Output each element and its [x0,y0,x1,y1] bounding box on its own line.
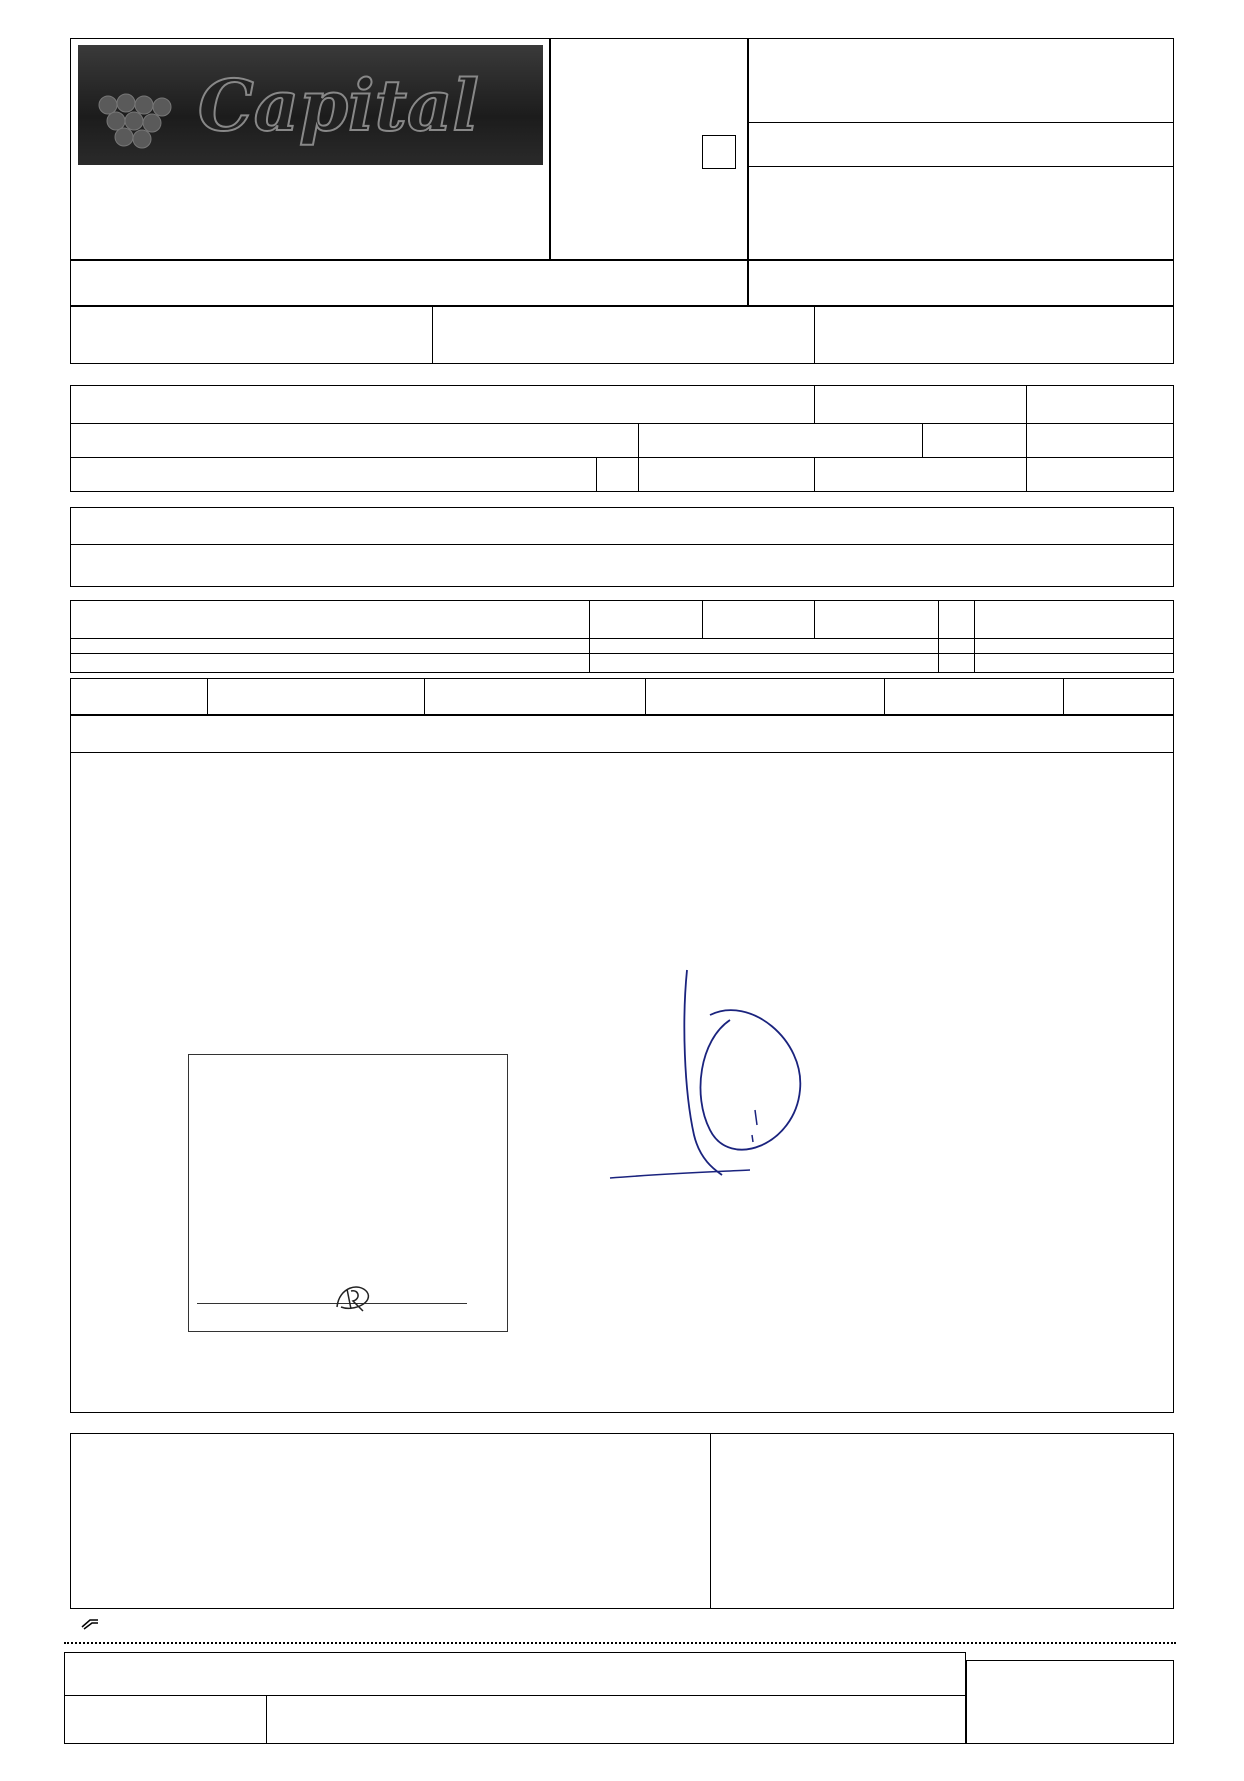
inscricao-box [70,306,1174,364]
imposto-box [70,507,1174,587]
receipt-box [64,1652,966,1744]
initials-mark-icon [329,1277,379,1317]
danfe-tipo [702,135,736,169]
transp-box2 [70,678,1174,715]
protocolo-box [748,260,1174,306]
info-box [70,1433,1174,1609]
natureza-box [70,260,748,306]
pooltech-logo-icon [80,1617,100,1631]
svg-text:Capital: Capital [198,64,479,147]
receipt-nfe-box [966,1660,1174,1744]
grape-logo-icon [78,45,543,165]
cut-line [64,1642,1176,1644]
company-logo [78,45,543,165]
signature-scribble-icon [600,960,860,1210]
transp-box1 [70,600,1174,673]
dest-box [70,385,1174,492]
barcode [765,44,1157,112]
acquisition-stamp [188,1054,508,1332]
